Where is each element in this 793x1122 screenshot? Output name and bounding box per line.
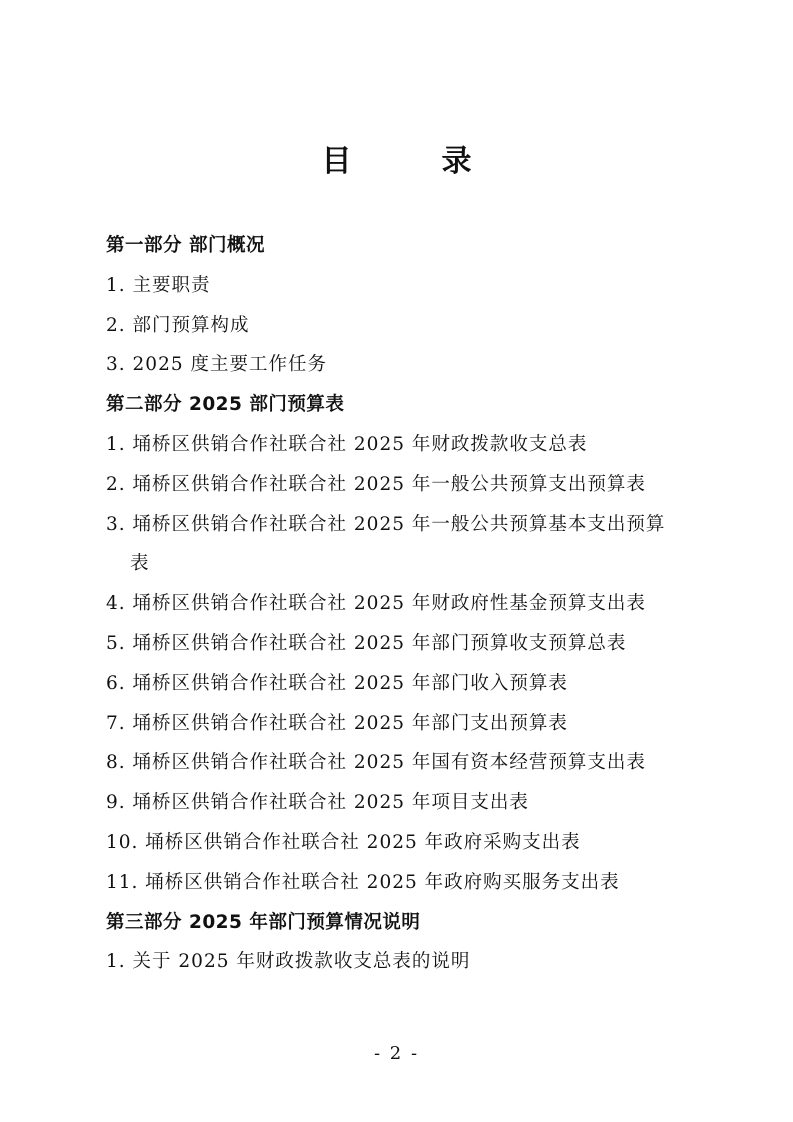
page-title: 目 录 [321,144,502,179]
toc-item: 10. 埇桥区供销合作社联合社 2025 年政府采购支出表 [106,831,581,853]
toc-section-heading: 第二部分 2025 部门预算表 [106,394,345,416]
toc-item: 1. 埇桥区供销合作社联合社 2025 年财政拨款收支总表 [106,433,588,455]
toc-item: 7. 埇桥区供销合作社联合社 2025 年部门支出预算表 [106,712,568,734]
toc-item: 2. 部门预算构成 [106,314,250,336]
toc-item: 3. 2025 度主要工作任务 [106,354,327,376]
toc-item: 3. 埇桥区供销合作社联合社 2025 年一般公共预算基本支出预算 [106,513,666,535]
toc-section-heading: 第三部分 2025 年部门预算情况说明 [106,911,421,933]
toc-item: 8. 埇桥区供销合作社联合社 2025 年国有资本经营预算支出表 [106,752,646,774]
toc-item-continuation: 表 [130,553,150,575]
toc-section-heading: 第一部分 部门概况 [106,235,265,256]
table-of-contents [106,226,706,982]
toc-item: 6. 埇桥区供销合作社联合社 2025 年部门收入预算表 [106,672,568,694]
toc-item: 2. 埇桥区供销合作社联合社 2025 年一般公共预算支出预算表 [106,473,646,495]
toc-item: 4. 埇桥区供销合作社联合社 2025 年财政府性基金预算支出表 [106,593,646,615]
page-number: - 2 - [373,1043,420,1064]
toc-item: 11. 埇桥区供销合作社联合社 2025 年政府购买服务支出表 [106,871,620,893]
toc-item: 9. 埇桥区供销合作社联合社 2025 年项目支出表 [106,792,529,814]
toc-item: 1. 主要职责 [106,274,211,296]
toc-item: 5. 埇桥区供销合作社联合社 2025 年部门预算收支预算总表 [106,632,627,654]
toc-item: 1. 关于 2025 年财政拨款收支总表的说明 [106,951,471,973]
